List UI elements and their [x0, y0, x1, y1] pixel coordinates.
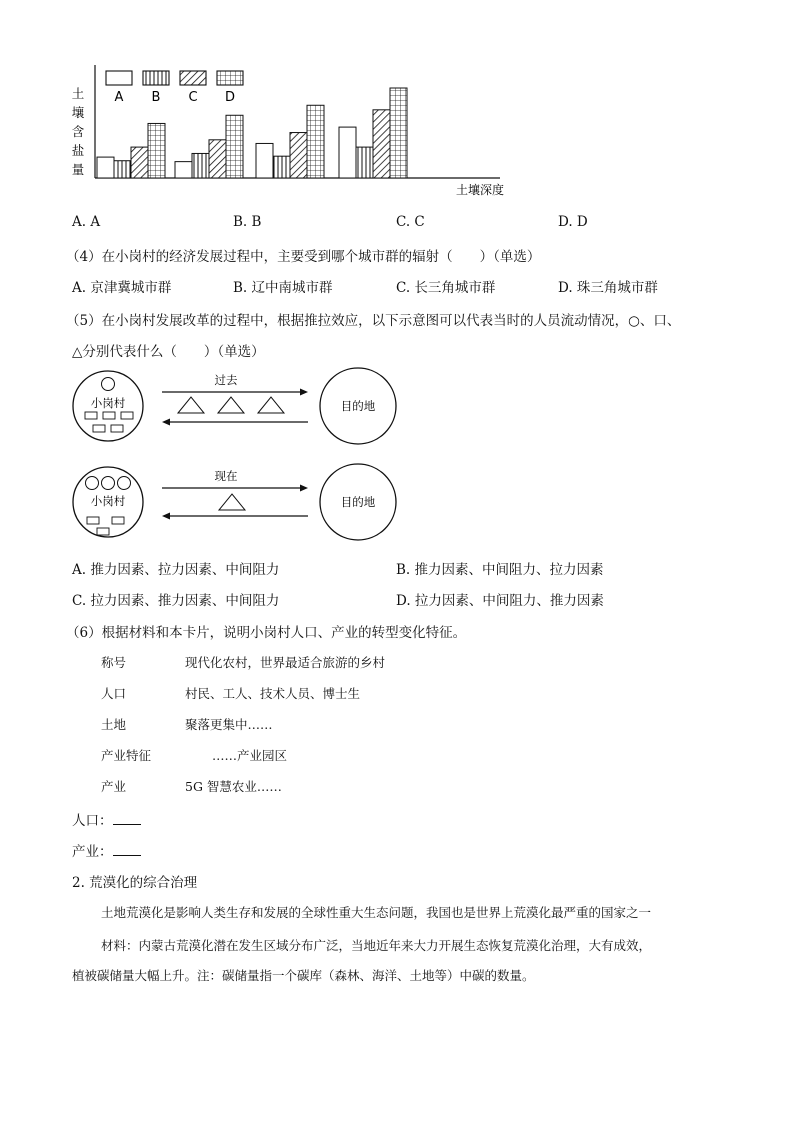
triangle-symbol — [258, 397, 284, 413]
square-symbol — [103, 412, 115, 419]
answer-population-row[interactable] — [72, 809, 141, 829]
x-axis-label: 土壤深度 — [455, 183, 505, 197]
card-key-title: 称号 — [101, 655, 127, 670]
q5-option-d[interactable]: D. 拉力因素、中间阻力、推力因素 — [396, 593, 604, 609]
card-key-land: 土地 — [101, 717, 127, 732]
y-axis-label — [72, 86, 85, 177]
triangle-symbol — [218, 397, 244, 413]
q5-option-a[interactable]: A. 推力因素、拉力因素、中间阻力 — [72, 562, 280, 578]
q3-option-b[interactable]: B. B — [233, 214, 262, 230]
card-val-land: 聚落更集中…… — [185, 717, 273, 732]
bar-B-group-3 — [273, 156, 290, 178]
now-label: 现在 — [214, 469, 238, 483]
bar-C-group-1 — [131, 147, 148, 178]
q5-stem-line1: （5）在小岗村发展改革的过程中，根据推拉效应，以下示意图可以代表当时的人员流动情况，○、口、 — [66, 313, 681, 329]
card-val-industry-feature: ……产业园区 — [212, 748, 288, 763]
card-val-industry: 5G 智慧农业…… — [185, 779, 282, 794]
bar-C-group-4 — [373, 110, 390, 178]
legend-swatch-C — [180, 71, 206, 85]
square-symbol — [111, 425, 123, 432]
q2-title: 2. 荒漠化的综合治理 — [72, 875, 198, 891]
bar-B-group-1 — [114, 161, 131, 178]
q2-material-line-1: 材料：内蒙古荒漠化潜在发生区域分布广泛，当地近年来大力开展生态恢复荒漠化治理，大有成效， — [101, 938, 652, 953]
square-symbol — [93, 425, 105, 432]
square-symbol — [112, 517, 124, 524]
circle-symbol — [86, 477, 99, 490]
q2-paragraph-1: 土地荒漠化是影响人类生存和发展的全球性重大生态问题，我国也是世界上荒漠化最严重的国家之一 — [101, 905, 652, 920]
y-axis-label-char: 盐 — [71, 143, 85, 158]
destination-label-now: 目的地 — [340, 495, 376, 509]
legend-label-D: D — [224, 90, 236, 105]
y-axis-label-char: 量 — [71, 162, 85, 177]
bars — [97, 88, 407, 178]
q4-option-c[interactable]: C. 长三角城市群 — [396, 280, 496, 296]
q3-option-c[interactable]: C. C — [396, 214, 425, 230]
bar-B-group-4 — [356, 147, 373, 178]
bar-C-group-3 — [290, 133, 307, 178]
village-label-past: 小岗村 — [90, 396, 126, 410]
y-axis-label-char: 壤 — [71, 105, 85, 120]
q6-stem: （6）根据材料和本卡片，说明小岗村人口、产业的转型变化特征。 — [66, 625, 467, 641]
bar-A-group-4 — [339, 127, 356, 178]
bar-A-group-3 — [256, 143, 273, 178]
q3-option-d[interactable]: D. D — [558, 214, 588, 230]
q5-stem-line2: △分别代表什么（ ）（单选） — [72, 344, 265, 360]
legend-swatch-A — [106, 71, 132, 85]
bar-D-group-1 — [148, 123, 165, 178]
square-symbol — [97, 528, 109, 535]
card-val-population: 村民、工人、技术人员、博士生 — [185, 686, 361, 701]
answer-industry-blank[interactable] — [113, 843, 141, 856]
circle-symbol — [102, 378, 115, 391]
past-label: 过去 — [214, 373, 238, 387]
y-axis-label-char: 含 — [71, 124, 85, 139]
circle-symbol — [118, 477, 131, 490]
village-label-now: 小岗村 — [90, 494, 126, 508]
square-symbol — [87, 517, 99, 524]
card-key-population: 人口 — [101, 686, 127, 701]
triangle-symbol — [178, 397, 204, 413]
push-pull-diagram — [68, 366, 418, 546]
salt-depth-chart — [60, 60, 530, 200]
bar-A-group-2 — [175, 162, 192, 178]
bar-D-group-4 — [390, 88, 407, 178]
q4-option-a[interactable]: A. 京津冀城市群 — [72, 280, 172, 296]
card-val-title: 现代化农村，世界最适合旅游的乡村 — [185, 655, 386, 670]
card-key-industry: 产业 — [101, 779, 127, 794]
bar-B-group-2 — [192, 153, 209, 178]
q2-material-line-2: 植被碳储量大幅上升。注：碳储量指一个碳库（森林、海洋、土地等）中碳的数量。 — [72, 968, 535, 983]
destination-label-past: 目的地 — [340, 399, 376, 413]
circle-symbol — [102, 477, 115, 490]
q4-option-b[interactable]: B. 辽中南城市群 — [233, 280, 333, 296]
bar-A-group-1 — [97, 157, 114, 178]
answer-population-blank[interactable] — [113, 812, 141, 825]
y-axis-label-char: 土 — [71, 86, 85, 101]
bar-C-group-2 — [209, 140, 226, 178]
answer-industry-row[interactable] — [72, 840, 141, 860]
triangle-symbol — [219, 494, 245, 510]
legend-label-B: B — [151, 90, 161, 105]
square-symbol — [121, 412, 133, 419]
q5-option-c[interactable]: C. 拉力因素、推力因素、中间阻力 — [72, 593, 280, 609]
legend-label-A: A — [114, 90, 124, 105]
card-key-industry-feature: 产业特征 — [101, 748, 152, 763]
legend — [106, 71, 243, 105]
bar-D-group-3 — [307, 105, 324, 178]
q4-option-d[interactable]: D. 珠三角城市群 — [558, 280, 658, 296]
legend-swatch-D — [217, 71, 243, 85]
bar-D-group-2 — [226, 115, 243, 178]
answer-industry-label: 产业： — [72, 844, 113, 860]
answer-population-label: 人口： — [72, 813, 113, 829]
q3-option-a[interactable]: A. A — [72, 214, 101, 230]
square-symbol — [85, 412, 97, 419]
legend-swatch-B — [143, 71, 169, 85]
q4-stem: （4）在小岗村的经济发展过程中，主要受到哪个城市群的辐射（ ）（单选） — [66, 249, 541, 265]
q5-option-b[interactable]: B. 推力因素、中间阻力、拉力因素 — [396, 562, 604, 578]
legend-label-C: C — [188, 90, 198, 105]
